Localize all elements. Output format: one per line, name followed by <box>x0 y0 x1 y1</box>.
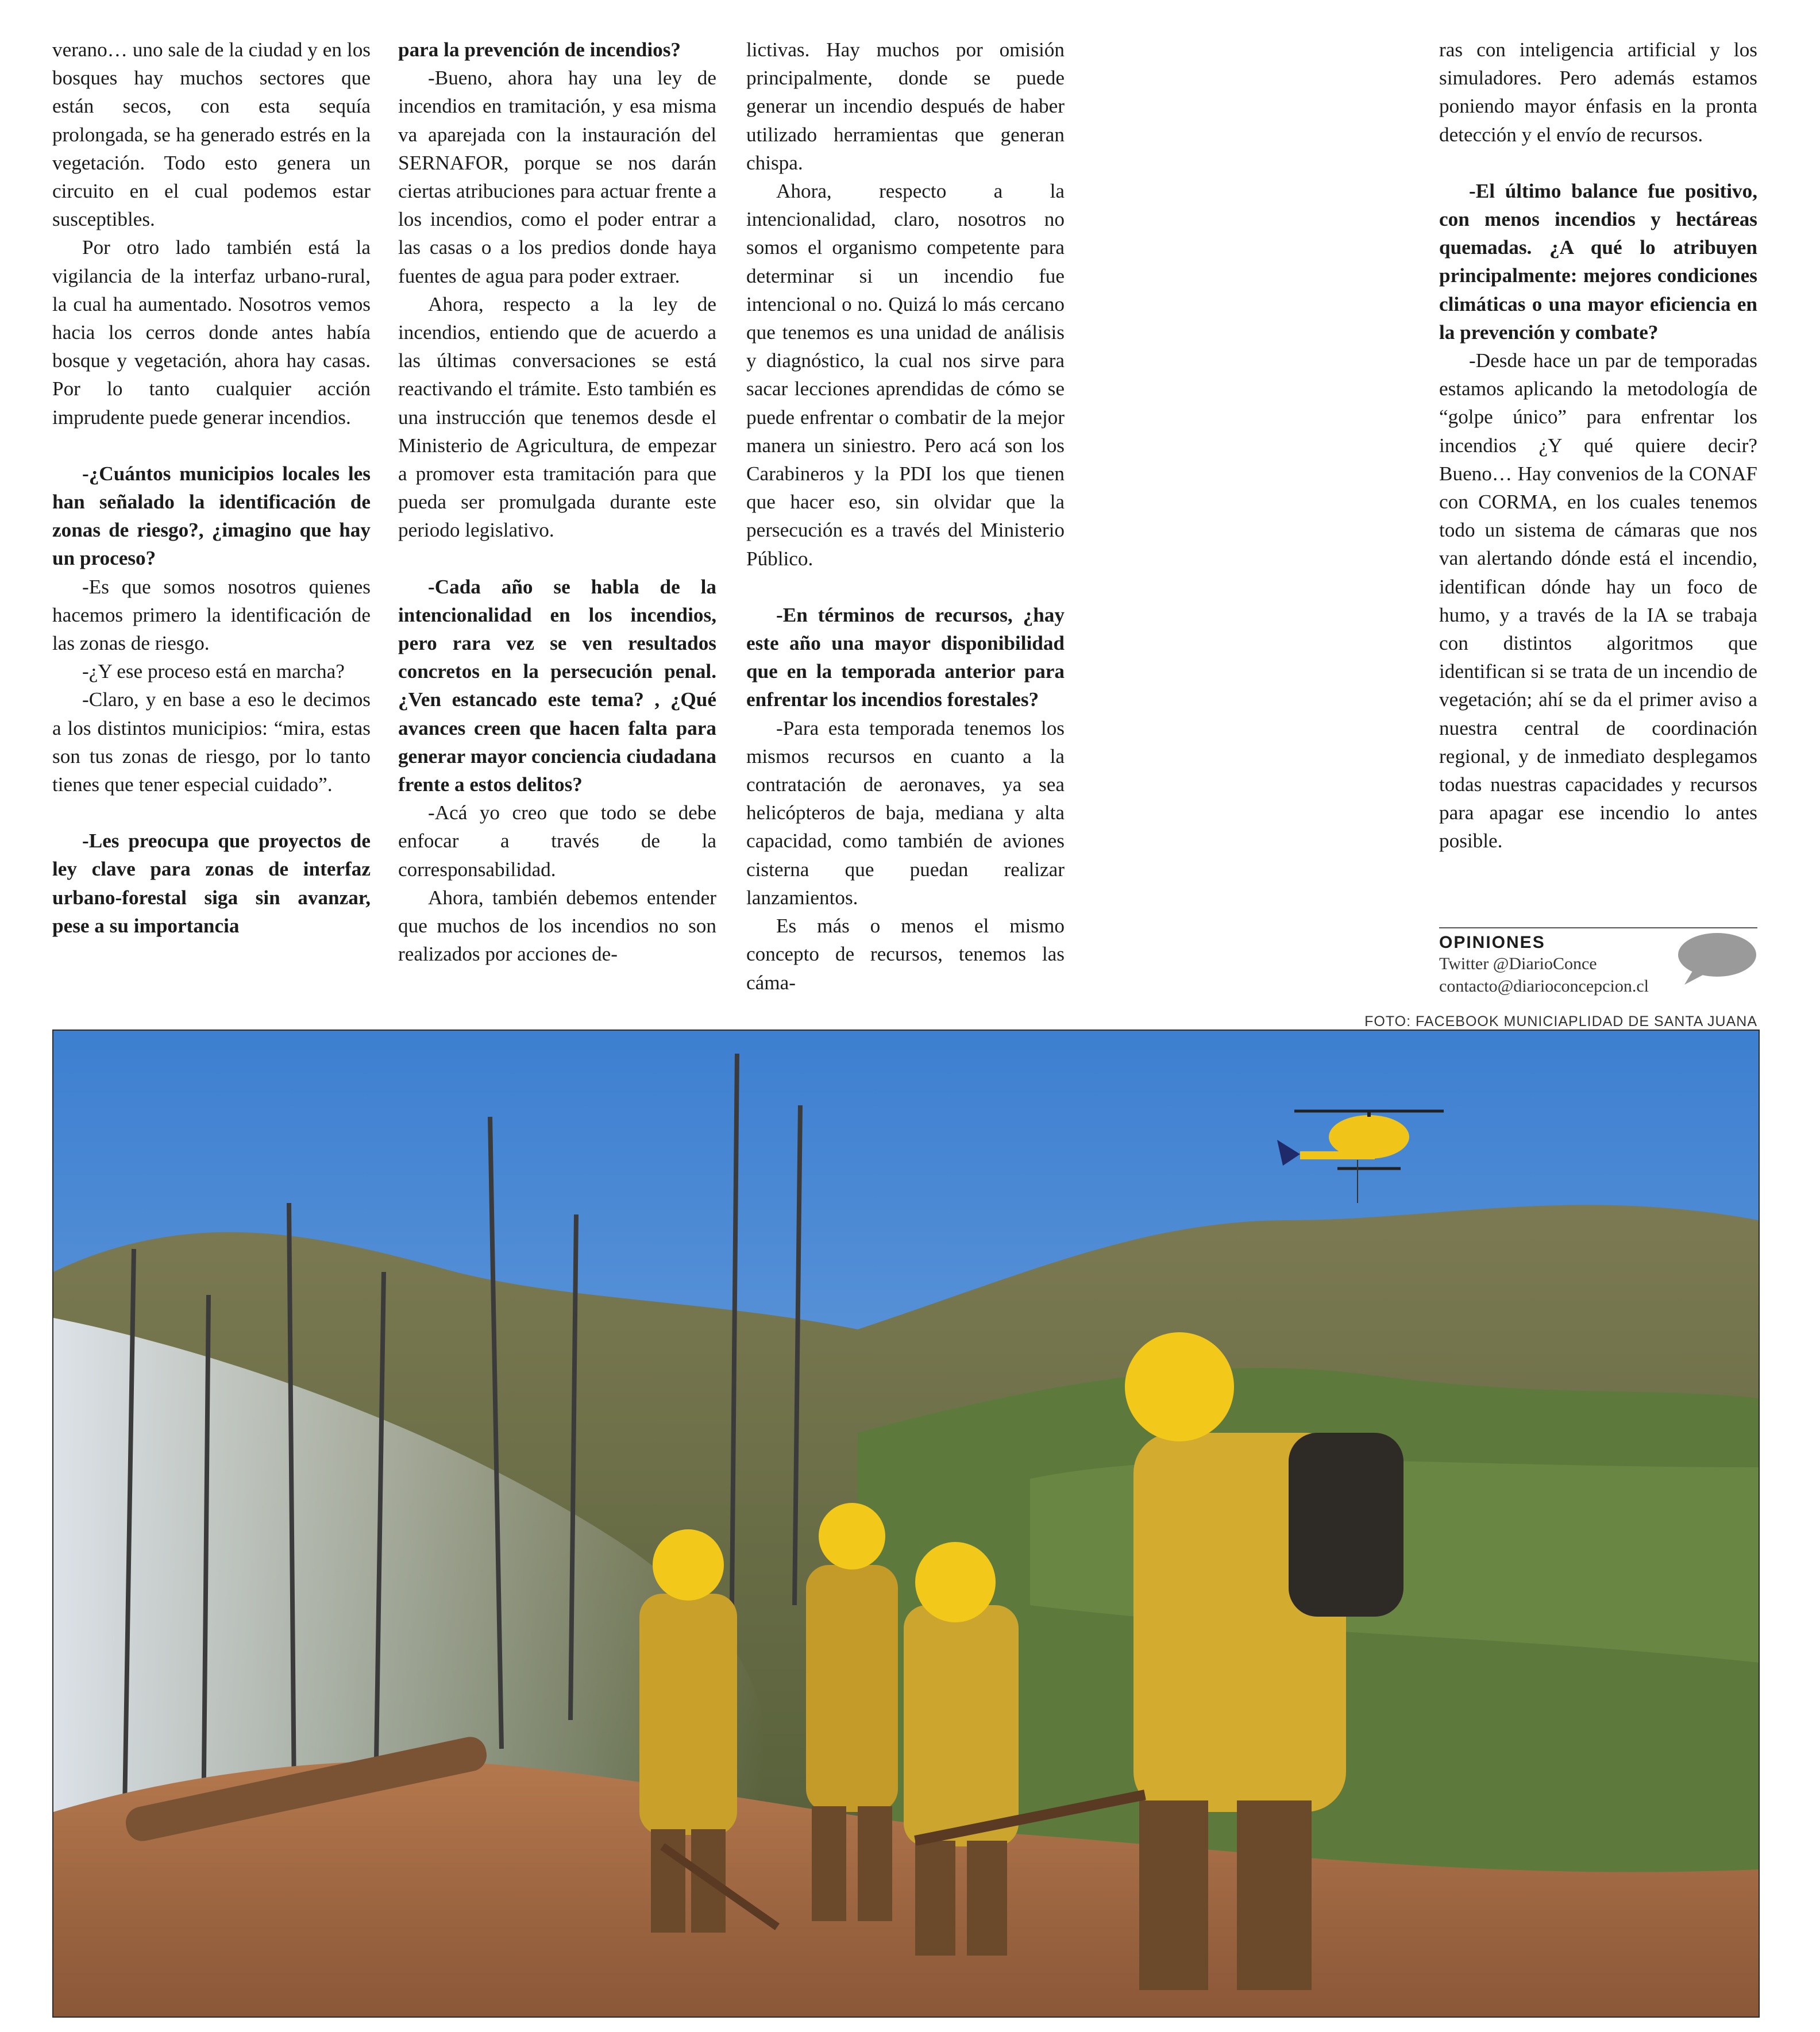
interview-question: -¿Cuántos municipios locales les han señalado la identificación de zonas de riesgo?, ¿imagino que hay un proceso? <box>52 462 371 570</box>
paragraph: Ahora, respecto a la intencionalidad, claro, nosotros no somos el organismo competente para determinar si un incendio fue intencional o no. Quizá lo más cercano que tenemos es una unidad de análisis y diagnóstico, la cual nos sirve para sacar lecciones aprendidas de cómo se puede enfrentar o combatir de la mejor manera un siniestro. Pero acá son los Carabineros y la PDI los que tienen que hacer eso, sin olvidar que la persecución es a través del Ministerio Público. <box>746 180 1065 570</box>
article-column-3 <box>746 36 1065 997</box>
paragraph: Ahora, también debemos entender que muchos de los incendios no son realizados por acciones de- <box>398 886 716 966</box>
paragraph: Es más o menos el mismo concepto de recursos, tenemos las cáma- <box>746 915 1065 994</box>
paragraph: -Para esta temporada tenemos los mismos recursos en cuanto a la contratación de aeronaves, ya sea helicópteros de baja, mediana y alta capacidad, como también de aviones cisterna que puedan realizar lanzamientos. <box>746 716 1065 909</box>
interview-question: -Les preocupa que proyectos de ley clave para zonas de interfaz urbano-forestal siga sin avanzar, pese a su importancia <box>52 830 371 937</box>
photo-credit: FOTO: FACEBOOK MUNICIAPLIDAD DE SANTA JUANA <box>1364 1013 1757 1030</box>
paragraph: verano… uno sale de la ciudad y en los bosques hay muchos sectores que están secos, con esta sequía prolongada, se ha generado estrés en la vegetación. Todo esto genera un circuito en el cual podemos estar susceptibles. <box>52 38 371 231</box>
opinions-title: OPINIONES <box>1439 933 1545 952</box>
paragraph: -Claro, y en base a eso le decimos a los distintos municipios: “mira, estas son tus zonas de riesgo, por lo tanto tienes que tener especial cuidado”. <box>52 688 371 796</box>
contact-email[interactable]: contacto@diarioconcepcion.cl <box>1439 977 1649 996</box>
firefighters-photo <box>52 1030 1760 2018</box>
paragraph: -Es que somos nosotros quienes hacemos primero la identificación de las zonas de riesgo. <box>52 575 371 655</box>
paragraph: Por otro lado también está la vigilancia de la interfaz urbano-rural, la cual ha aumentado. Nosotros vemos hacia los cerros donde antes había bosque y vegetación, ahora hay casas. Por lo tanto cualquier acción imprudente puede generar incendios. <box>52 236 371 429</box>
interview-question: -Cada año se habla de la intencionalidad en los incendios, pero rara vez se ven resultados concretos en la persecución penal. ¿Ven estancado este tema? , ¿Qué avances creen que hacen falta para generar mayor conciencia ciudadana frente a estos delitos? <box>398 575 716 796</box>
paragraph: -Desde hace un par de temporadas estamos aplicando la metodología de “golpe único” para enfrentar los incendios ¿Y qué quiere decir? Bueno… Hay convenios de la CONAF con CORMA, en los cuales tenemos todo un sistema de cámaras que nos van alertando dónde está el incendio, identifican dónde hay un foco de humo, y a través de la IA se trabaja con distintos algoritmos que identifican si se trata de un incendio de vegetación; ahí se da el primer aviso a nuestra central de coordinación regional, y de inmediato desplegamos todas nuestras capacidades y recursos para apagar ese incendio lo antes posible. <box>1439 349 1757 853</box>
paragraph: lictivas. Hay muchos por omisión principalmente, donde se puede generar un incendio después de haber utilizado herramientas que generan chispa. <box>746 38 1065 174</box>
paragraph: ras con inteligencia artificial y los simuladores. Pero además estamos poniendo mayor énfasis en la pronta detección y el envío de recursos. <box>1439 38 1757 146</box>
paragraph: -Acá yo creo que todo se debe enfocar a través de la corresponsabilidad. <box>398 801 716 881</box>
interview-question: -En términos de recursos, ¿hay este año una mayor disponibilidad que en la temporada anterior para enfrentar los incendios forestales? <box>746 603 1065 711</box>
paragraph: Ahora, respecto a la ley de incendios, entiendo que de acuerdo a las últimas conversaciones se está reactivando el trámite. Esto también es una instrucción que tenemos desde el Ministerio de Agricultura, de empezar a promover esta tramitación para que pueda ser promulgada durante este periodo legislativo. <box>398 292 716 542</box>
article-column-5 <box>1439 36 1757 855</box>
article-column-1 <box>52 36 371 940</box>
paragraph: -¿Y ese proceso está en marcha? <box>82 660 345 683</box>
twitter-handle[interactable]: Twitter @DiarioConce <box>1439 954 1597 973</box>
paragraph: -Bueno, ahora hay una ley de incendios en tramitación, y esa misma va aparejada con la instauración del SERNAFOR, porque se nos darán ciertas atribuciones para actuar frente a los incendios, como el poder entrar a las casas o a los predios donde haya fuentes de agua para poder extraer. <box>398 67 716 287</box>
photo-illustration <box>53 1031 1759 2016</box>
interview-question: -El último balance fue positivo, con menos incendios y hectáreas quemadas. ¿A qué lo atribuyen principalmente: mejores condiciones climáticas o una mayor eficiencia en la prevención y combate? <box>1439 179 1757 344</box>
interview-question: para la prevención de incendios? <box>398 38 681 61</box>
speech-bubble-icon <box>1676 932 1758 986</box>
article-column-2 <box>398 36 716 969</box>
